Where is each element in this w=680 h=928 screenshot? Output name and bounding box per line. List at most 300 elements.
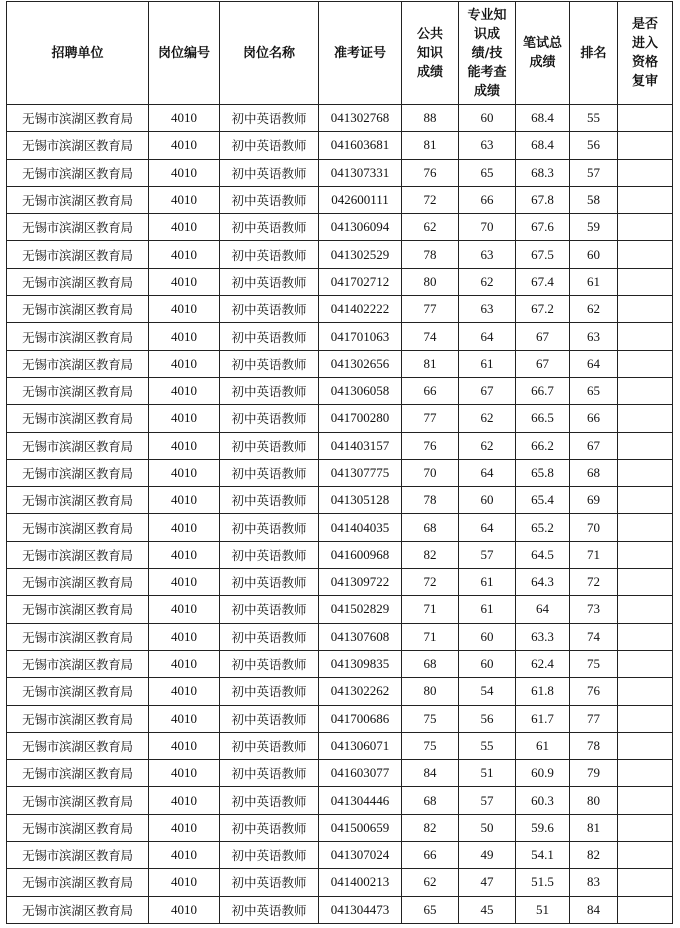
cell-professional-score: 57 bbox=[459, 541, 516, 568]
cell-unit: 无锡市滨湖区教育局 bbox=[7, 705, 149, 732]
cell-written-total: 66.7 bbox=[516, 377, 570, 404]
cell-review bbox=[618, 132, 673, 159]
header-ticket-no: 准考证号 bbox=[319, 2, 402, 105]
cell-professional-score: 61 bbox=[459, 350, 516, 377]
cell-post-name: 初中英语教师 bbox=[220, 432, 319, 459]
cell-post-code: 4010 bbox=[149, 241, 220, 268]
table-row bbox=[7, 323, 673, 350]
header-rank: 排名 bbox=[570, 2, 618, 105]
cell-written-total: 64.5 bbox=[516, 541, 570, 568]
header-post-name: 岗位名称 bbox=[220, 2, 319, 105]
cell-written-total: 61 bbox=[516, 732, 570, 759]
cell-rank: 62 bbox=[570, 296, 618, 323]
cell-professional-score: 56 bbox=[459, 705, 516, 732]
cell-post-code: 4010 bbox=[149, 432, 220, 459]
cell-post-name: 初中英语教师 bbox=[220, 650, 319, 677]
cell-rank: 73 bbox=[570, 596, 618, 623]
cell-professional-score: 60 bbox=[459, 487, 516, 514]
cell-unit: 无锡市滨湖区教育局 bbox=[7, 623, 149, 650]
cell-rank: 68 bbox=[570, 459, 618, 486]
cell-ticket-no: 041402222 bbox=[319, 296, 402, 323]
cell-review bbox=[618, 432, 673, 459]
cell-rank: 74 bbox=[570, 623, 618, 650]
cell-public-score: 78 bbox=[402, 241, 459, 268]
header-post-code: 岗位编号 bbox=[149, 2, 220, 105]
cell-ticket-no: 041400213 bbox=[319, 869, 402, 896]
cell-unit: 无锡市滨湖区教育局 bbox=[7, 432, 149, 459]
table-row bbox=[7, 268, 673, 295]
cell-professional-score: 64 bbox=[459, 323, 516, 350]
cell-public-score: 68 bbox=[402, 787, 459, 814]
cell-post-name: 初中英语教师 bbox=[220, 132, 319, 159]
table-row bbox=[7, 623, 673, 650]
cell-written-total: 62.4 bbox=[516, 650, 570, 677]
cell-review bbox=[618, 377, 673, 404]
cell-public-score: 80 bbox=[402, 268, 459, 295]
cell-ticket-no: 041700686 bbox=[319, 705, 402, 732]
cell-rank: 80 bbox=[570, 787, 618, 814]
cell-ticket-no: 041600968 bbox=[319, 541, 402, 568]
table-row bbox=[7, 405, 673, 432]
cell-unit: 无锡市滨湖区教育局 bbox=[7, 296, 149, 323]
cell-post-code: 4010 bbox=[149, 214, 220, 241]
cell-professional-score: 61 bbox=[459, 569, 516, 596]
cell-rank: 82 bbox=[570, 842, 618, 869]
cell-professional-score: 62 bbox=[459, 432, 516, 459]
cell-unit: 无锡市滨湖区教育局 bbox=[7, 787, 149, 814]
cell-rank: 67 bbox=[570, 432, 618, 459]
cell-unit: 无锡市滨湖区教育局 bbox=[7, 132, 149, 159]
cell-professional-score: 60 bbox=[459, 105, 516, 132]
cell-public-score: 88 bbox=[402, 105, 459, 132]
cell-public-score: 77 bbox=[402, 296, 459, 323]
table-row bbox=[7, 487, 673, 514]
header-professional-score: 专业知识成绩/技能考查成绩 bbox=[459, 2, 516, 105]
cell-public-score: 76 bbox=[402, 159, 459, 186]
cell-unit: 无锡市滨湖区教育局 bbox=[7, 869, 149, 896]
cell-ticket-no: 041305128 bbox=[319, 487, 402, 514]
cell-written-total: 60.3 bbox=[516, 787, 570, 814]
cell-post-code: 4010 bbox=[149, 186, 220, 213]
cell-professional-score: 62 bbox=[459, 268, 516, 295]
cell-post-code: 4010 bbox=[149, 268, 220, 295]
cell-rank: 71 bbox=[570, 541, 618, 568]
cell-professional-score: 63 bbox=[459, 296, 516, 323]
cell-rank: 57 bbox=[570, 159, 618, 186]
cell-ticket-no: 041302529 bbox=[319, 241, 402, 268]
cell-ticket-no: 041701063 bbox=[319, 323, 402, 350]
cell-ticket-no: 041502829 bbox=[319, 596, 402, 623]
cell-rank: 58 bbox=[570, 186, 618, 213]
header-written-total: 笔试总成绩 bbox=[516, 2, 570, 105]
cell-ticket-no: 041307024 bbox=[319, 842, 402, 869]
cell-professional-score: 54 bbox=[459, 678, 516, 705]
cell-ticket-no: 041306058 bbox=[319, 377, 402, 404]
cell-rank: 65 bbox=[570, 377, 618, 404]
cell-rank: 77 bbox=[570, 705, 618, 732]
table-row bbox=[7, 705, 673, 732]
cell-professional-score: 66 bbox=[459, 186, 516, 213]
cell-post-name: 初中英语教师 bbox=[220, 296, 319, 323]
cell-post-name: 初中英语教师 bbox=[220, 869, 319, 896]
cell-unit: 无锡市滨湖区教育局 bbox=[7, 105, 149, 132]
cell-unit: 无锡市滨湖区教育局 bbox=[7, 678, 149, 705]
cell-public-score: 77 bbox=[402, 405, 459, 432]
cell-written-total: 68.4 bbox=[516, 105, 570, 132]
table-row bbox=[7, 787, 673, 814]
cell-review bbox=[618, 159, 673, 186]
cell-post-name: 初中英语教师 bbox=[220, 268, 319, 295]
cell-professional-score: 64 bbox=[459, 459, 516, 486]
cell-ticket-no: 042600111 bbox=[319, 186, 402, 213]
cell-review bbox=[618, 296, 673, 323]
cell-rank: 64 bbox=[570, 350, 618, 377]
cell-review bbox=[618, 569, 673, 596]
cell-written-total: 67.5 bbox=[516, 241, 570, 268]
cell-post-name: 初中英语教师 bbox=[220, 350, 319, 377]
table-row bbox=[7, 241, 673, 268]
cell-written-total: 64.3 bbox=[516, 569, 570, 596]
cell-professional-score: 51 bbox=[459, 760, 516, 787]
cell-public-score: 65 bbox=[402, 896, 459, 923]
cell-review bbox=[618, 623, 673, 650]
cell-public-score: 72 bbox=[402, 186, 459, 213]
cell-professional-score: 62 bbox=[459, 405, 516, 432]
cell-review bbox=[618, 787, 673, 814]
cell-rank: 78 bbox=[570, 732, 618, 759]
cell-rank: 63 bbox=[570, 323, 618, 350]
cell-unit: 无锡市滨湖区教育局 bbox=[7, 514, 149, 541]
table-row bbox=[7, 214, 673, 241]
cell-written-total: 67 bbox=[516, 350, 570, 377]
cell-public-score: 68 bbox=[402, 650, 459, 677]
cell-professional-score: 63 bbox=[459, 241, 516, 268]
cell-post-code: 4010 bbox=[149, 514, 220, 541]
table-row bbox=[7, 132, 673, 159]
cell-written-total: 66.5 bbox=[516, 405, 570, 432]
cell-unit: 无锡市滨湖区教育局 bbox=[7, 650, 149, 677]
table-row bbox=[7, 350, 673, 377]
cell-post-code: 4010 bbox=[149, 459, 220, 486]
cell-ticket-no: 041307608 bbox=[319, 623, 402, 650]
table-row bbox=[7, 842, 673, 869]
cell-post-code: 4010 bbox=[149, 487, 220, 514]
cell-ticket-no: 041309722 bbox=[319, 569, 402, 596]
cell-post-code: 4010 bbox=[149, 896, 220, 923]
cell-post-name: 初中英语教师 bbox=[220, 814, 319, 841]
cell-post-name: 初中英语教师 bbox=[220, 241, 319, 268]
cell-public-score: 84 bbox=[402, 760, 459, 787]
cell-public-score: 75 bbox=[402, 705, 459, 732]
cell-post-code: 4010 bbox=[149, 569, 220, 596]
cell-unit: 无锡市滨湖区教育局 bbox=[7, 814, 149, 841]
cell-unit: 无锡市滨湖区教育局 bbox=[7, 760, 149, 787]
cell-post-code: 4010 bbox=[149, 541, 220, 568]
cell-post-code: 4010 bbox=[149, 760, 220, 787]
cell-professional-score: 65 bbox=[459, 159, 516, 186]
cell-post-code: 4010 bbox=[149, 869, 220, 896]
cell-professional-score: 70 bbox=[459, 214, 516, 241]
cell-public-score: 78 bbox=[402, 487, 459, 514]
cell-public-score: 71 bbox=[402, 623, 459, 650]
cell-professional-score: 64 bbox=[459, 514, 516, 541]
cell-rank: 76 bbox=[570, 678, 618, 705]
cell-post-name: 初中英语教师 bbox=[220, 487, 319, 514]
cell-public-score: 62 bbox=[402, 214, 459, 241]
cell-written-total: 64 bbox=[516, 596, 570, 623]
cell-post-code: 4010 bbox=[149, 596, 220, 623]
cell-professional-score: 55 bbox=[459, 732, 516, 759]
cell-professional-score: 60 bbox=[459, 650, 516, 677]
cell-review bbox=[618, 323, 673, 350]
cell-ticket-no: 041304473 bbox=[319, 896, 402, 923]
cell-unit: 无锡市滨湖区教育局 bbox=[7, 350, 149, 377]
cell-unit: 无锡市滨湖区教育局 bbox=[7, 596, 149, 623]
cell-ticket-no: 041603681 bbox=[319, 132, 402, 159]
cell-professional-score: 61 bbox=[459, 596, 516, 623]
table-row bbox=[7, 869, 673, 896]
cell-unit: 无锡市滨湖区教育局 bbox=[7, 896, 149, 923]
table-row bbox=[7, 732, 673, 759]
cell-rank: 55 bbox=[570, 105, 618, 132]
cell-post-code: 4010 bbox=[149, 814, 220, 841]
cell-public-score: 82 bbox=[402, 541, 459, 568]
cell-ticket-no: 041306071 bbox=[319, 732, 402, 759]
cell-rank: 61 bbox=[570, 268, 618, 295]
cell-written-total: 68.3 bbox=[516, 159, 570, 186]
cell-review bbox=[618, 459, 673, 486]
cell-post-name: 初中英语教师 bbox=[220, 377, 319, 404]
cell-post-code: 4010 bbox=[149, 105, 220, 132]
table-row bbox=[7, 678, 673, 705]
table-row bbox=[7, 296, 673, 323]
cell-review bbox=[618, 487, 673, 514]
cell-rank: 84 bbox=[570, 896, 618, 923]
cell-post-name: 初中英语教师 bbox=[220, 760, 319, 787]
cell-review bbox=[618, 760, 673, 787]
cell-public-score: 80 bbox=[402, 678, 459, 705]
cell-written-total: 67.8 bbox=[516, 186, 570, 213]
cell-rank: 75 bbox=[570, 650, 618, 677]
cell-rank: 60 bbox=[570, 241, 618, 268]
cell-public-score: 82 bbox=[402, 814, 459, 841]
cell-unit: 无锡市滨湖区教育局 bbox=[7, 159, 149, 186]
cell-review bbox=[618, 842, 673, 869]
cell-review bbox=[618, 705, 673, 732]
cell-post-name: 初中英语教师 bbox=[220, 459, 319, 486]
cell-rank: 72 bbox=[570, 569, 618, 596]
cell-public-score: 81 bbox=[402, 350, 459, 377]
cell-post-code: 4010 bbox=[149, 787, 220, 814]
cell-public-score: 62 bbox=[402, 869, 459, 896]
cell-public-score: 70 bbox=[402, 459, 459, 486]
cell-post-name: 初中英语教师 bbox=[220, 105, 319, 132]
cell-post-code: 4010 bbox=[149, 405, 220, 432]
cell-rank: 66 bbox=[570, 405, 618, 432]
cell-unit: 无锡市滨湖区教育局 bbox=[7, 323, 149, 350]
cell-written-total: 66.2 bbox=[516, 432, 570, 459]
cell-written-total: 65.2 bbox=[516, 514, 570, 541]
cell-written-total: 68.4 bbox=[516, 132, 570, 159]
cell-rank: 69 bbox=[570, 487, 618, 514]
cell-post-code: 4010 bbox=[149, 296, 220, 323]
cell-post-code: 4010 bbox=[149, 678, 220, 705]
table-row bbox=[7, 514, 673, 541]
cell-unit: 无锡市滨湖区教育局 bbox=[7, 459, 149, 486]
cell-post-name: 初中英语教师 bbox=[220, 323, 319, 350]
cell-post-name: 初中英语教师 bbox=[220, 596, 319, 623]
cell-unit: 无锡市滨湖区教育局 bbox=[7, 268, 149, 295]
cell-review bbox=[618, 732, 673, 759]
cell-professional-score: 49 bbox=[459, 842, 516, 869]
cell-public-score: 66 bbox=[402, 842, 459, 869]
table-row bbox=[7, 541, 673, 568]
cell-review bbox=[618, 814, 673, 841]
table-row bbox=[7, 432, 673, 459]
cell-ticket-no: 041302262 bbox=[319, 678, 402, 705]
cell-professional-score: 47 bbox=[459, 869, 516, 896]
cell-written-total: 60.9 bbox=[516, 760, 570, 787]
cell-rank: 70 bbox=[570, 514, 618, 541]
cell-public-score: 71 bbox=[402, 596, 459, 623]
cell-public-score: 66 bbox=[402, 377, 459, 404]
cell-post-name: 初中英语教师 bbox=[220, 214, 319, 241]
cell-ticket-no: 041603077 bbox=[319, 760, 402, 787]
cell-review bbox=[618, 350, 673, 377]
cell-post-code: 4010 bbox=[149, 350, 220, 377]
cell-written-total: 67.6 bbox=[516, 214, 570, 241]
cell-post-name: 初中英语教师 bbox=[220, 787, 319, 814]
cell-professional-score: 50 bbox=[459, 814, 516, 841]
cell-professional-score: 45 bbox=[459, 896, 516, 923]
cell-post-name: 初中英语教师 bbox=[220, 186, 319, 213]
header-public-score: 公共知识成绩 bbox=[402, 2, 459, 105]
table-row bbox=[7, 814, 673, 841]
cell-written-total: 54.1 bbox=[516, 842, 570, 869]
cell-written-total: 51 bbox=[516, 896, 570, 923]
cell-unit: 无锡市滨湖区教育局 bbox=[7, 732, 149, 759]
cell-unit: 无锡市滨湖区教育局 bbox=[7, 214, 149, 241]
table-row bbox=[7, 896, 673, 923]
cell-public-score: 75 bbox=[402, 732, 459, 759]
cell-unit: 无锡市滨湖区教育局 bbox=[7, 569, 149, 596]
cell-review bbox=[618, 186, 673, 213]
cell-post-name: 初中英语教师 bbox=[220, 896, 319, 923]
table-row bbox=[7, 569, 673, 596]
cell-ticket-no: 041403157 bbox=[319, 432, 402, 459]
cell-post-name: 初中英语教师 bbox=[220, 514, 319, 541]
cell-review bbox=[618, 650, 673, 677]
cell-unit: 无锡市滨湖区教育局 bbox=[7, 377, 149, 404]
cell-unit: 无锡市滨湖区教育局 bbox=[7, 541, 149, 568]
cell-written-total: 51.5 bbox=[516, 869, 570, 896]
cell-review bbox=[618, 514, 673, 541]
cell-post-code: 4010 bbox=[149, 159, 220, 186]
cell-public-score: 76 bbox=[402, 432, 459, 459]
cell-post-name: 初中英语教师 bbox=[220, 842, 319, 869]
cell-ticket-no: 041307775 bbox=[319, 459, 402, 486]
cell-review bbox=[618, 596, 673, 623]
cell-review bbox=[618, 541, 673, 568]
cell-post-code: 4010 bbox=[149, 705, 220, 732]
cell-unit: 无锡市滨湖区教育局 bbox=[7, 842, 149, 869]
cell-post-name: 初中英语教师 bbox=[220, 405, 319, 432]
cell-review bbox=[618, 678, 673, 705]
cell-ticket-no: 041306094 bbox=[319, 214, 402, 241]
cell-rank: 81 bbox=[570, 814, 618, 841]
table-row bbox=[7, 377, 673, 404]
cell-written-total: 65.8 bbox=[516, 459, 570, 486]
cell-review bbox=[618, 869, 673, 896]
cell-public-score: 81 bbox=[402, 132, 459, 159]
cell-ticket-no: 041304446 bbox=[319, 787, 402, 814]
cell-post-code: 4010 bbox=[149, 732, 220, 759]
cell-review bbox=[618, 241, 673, 268]
cell-written-total: 61.8 bbox=[516, 678, 570, 705]
score-table bbox=[6, 1, 673, 924]
table-row bbox=[7, 596, 673, 623]
cell-ticket-no: 041302768 bbox=[319, 105, 402, 132]
table-row bbox=[7, 760, 673, 787]
cell-post-code: 4010 bbox=[149, 132, 220, 159]
table-row bbox=[7, 186, 673, 213]
cell-post-name: 初中英语教师 bbox=[220, 569, 319, 596]
header-review: 是否进入资格复审 bbox=[618, 2, 673, 105]
cell-unit: 无锡市滨湖区教育局 bbox=[7, 405, 149, 432]
table-row bbox=[7, 159, 673, 186]
cell-post-name: 初中英语教师 bbox=[220, 623, 319, 650]
cell-post-code: 4010 bbox=[149, 377, 220, 404]
cell-public-score: 74 bbox=[402, 323, 459, 350]
cell-post-code: 4010 bbox=[149, 842, 220, 869]
cell-unit: 无锡市滨湖区教育局 bbox=[7, 487, 149, 514]
cell-written-total: 63.3 bbox=[516, 623, 570, 650]
cell-ticket-no: 041309835 bbox=[319, 650, 402, 677]
cell-review bbox=[618, 214, 673, 241]
cell-post-name: 初中英语教师 bbox=[220, 732, 319, 759]
header-row bbox=[7, 2, 673, 105]
cell-written-total: 61.7 bbox=[516, 705, 570, 732]
cell-ticket-no: 041302656 bbox=[319, 350, 402, 377]
cell-rank: 56 bbox=[570, 132, 618, 159]
cell-professional-score: 60 bbox=[459, 623, 516, 650]
cell-written-total: 59.6 bbox=[516, 814, 570, 841]
cell-unit: 无锡市滨湖区教育局 bbox=[7, 186, 149, 213]
cell-review bbox=[618, 405, 673, 432]
cell-post-name: 初中英语教师 bbox=[220, 705, 319, 732]
cell-rank: 83 bbox=[570, 869, 618, 896]
cell-post-name: 初中英语教师 bbox=[220, 678, 319, 705]
cell-review bbox=[618, 896, 673, 923]
table-row bbox=[7, 105, 673, 132]
cell-written-total: 65.4 bbox=[516, 487, 570, 514]
cell-ticket-no: 041500659 bbox=[319, 814, 402, 841]
cell-ticket-no: 041702712 bbox=[319, 268, 402, 295]
cell-unit: 无锡市滨湖区教育局 bbox=[7, 241, 149, 268]
cell-ticket-no: 041700280 bbox=[319, 405, 402, 432]
cell-post-name: 初中英语教师 bbox=[220, 159, 319, 186]
table-row bbox=[7, 650, 673, 677]
cell-public-score: 68 bbox=[402, 514, 459, 541]
cell-post-code: 4010 bbox=[149, 650, 220, 677]
cell-review bbox=[618, 105, 673, 132]
cell-professional-score: 57 bbox=[459, 787, 516, 814]
cell-post-code: 4010 bbox=[149, 323, 220, 350]
cell-post-code: 4010 bbox=[149, 623, 220, 650]
cell-written-total: 67.2 bbox=[516, 296, 570, 323]
cell-review bbox=[618, 268, 673, 295]
cell-rank: 59 bbox=[570, 214, 618, 241]
